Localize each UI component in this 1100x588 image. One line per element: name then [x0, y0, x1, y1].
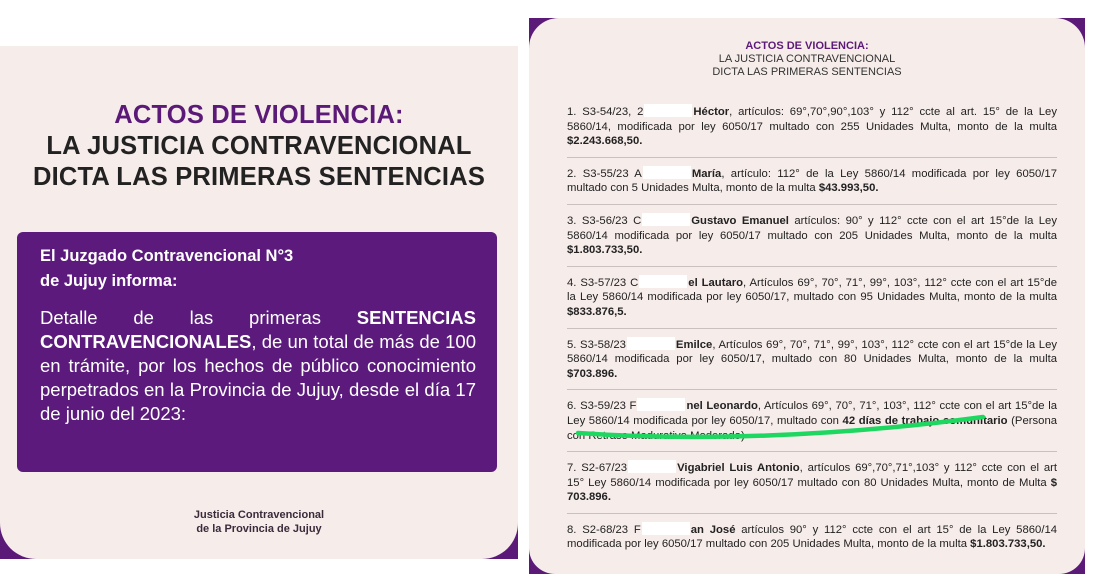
right-title-line1: ACTOS DE VIOLENCIA:	[745, 40, 869, 52]
box-head-line2: de Jujuy informa:	[40, 272, 178, 290]
redaction-block	[642, 213, 690, 226]
entry-amount: $1.803.733,50.	[567, 244, 643, 257]
footer-line2: de la Provincia de Jujuy	[196, 523, 322, 535]
entry-text: , artículo: 112° de la Ley 5860/14 modificada por ley 6050/17 multado con 5 Unidades Multa, monto de la multa	[567, 167, 1057, 195]
entry-name: nel Leonardo	[686, 400, 758, 413]
body-bold: SENTENCIAS CONTRAVENCIONALES	[40, 307, 476, 352]
entry-file-number: S3-54/23, 2	[582, 106, 644, 118]
entry-file-number: S3-57/23 C	[580, 276, 639, 289]
entry-name: an José	[690, 523, 736, 536]
info-box-body	[40, 306, 476, 426]
entry-number: 7.	[567, 462, 577, 475]
left-post-frame	[0, 46, 518, 559]
sentence-entry	[567, 104, 1057, 158]
entry-text: , Artículos 69°, 70°, 71°, 103°, 112° ccte con el art 15°de la Ley 5860/14 modificada por ley 6050/17, multado con	[567, 400, 1057, 427]
entry-amount: $833.876,5.	[567, 305, 627, 318]
entry-amount: $2.243.668,50.	[567, 135, 643, 148]
sentence-entry	[567, 337, 1057, 391]
redaction-block	[642, 522, 690, 535]
redaction-block	[637, 398, 685, 411]
entry-name: Gustavo Emanuel	[691, 214, 789, 227]
redaction-block	[644, 104, 692, 117]
entry-number: 5.	[567, 338, 577, 351]
entry-name: Héctor	[693, 106, 730, 118]
entry-text: , artículos: 69°,70°,90°,103° y 112° ccte al art. 15° de la Ley 5860/14, modificada por ley 6050/17 multado con 255 Unidades Multa, monto de la multa	[567, 106, 1057, 133]
sentence-entry	[567, 213, 1057, 267]
redaction-block	[628, 460, 676, 473]
redaction-block	[643, 166, 691, 179]
right-title	[529, 40, 1085, 79]
body-part1: Detalle de las primeras	[40, 307, 357, 328]
entry-file-number: S2-67/23	[581, 462, 628, 475]
entry-name: Emilce	[675, 338, 713, 351]
entry-note: (Persona con Retraso Madurativo Moderado)	[567, 414, 1058, 442]
entry-number: 8.	[567, 523, 577, 536]
entry-file-number: S3-59/23 F	[580, 400, 637, 413]
entry-amount: $43.993,50.	[818, 182, 879, 195]
entry-number: 4.	[567, 276, 577, 289]
info-box	[17, 232, 497, 472]
entry-number: 3.	[567, 214, 577, 227]
entry-text: , Artículos 69°, 70°, 71°, 99°, 103°, 112° ccte con el art 15°de la Ley 5860/14 modificada por ley 6050/17, multado con 80 Unidades Multa, monto de la multa	[567, 338, 1057, 366]
entry-text: , artículos 69°,70°,71°,103° y 112° ccte con el art 15° Ley 5860/14 modificada por ley 6050/17 multado con 80 Unidades Multa, monto de Multa	[567, 462, 1058, 489]
entry-amount: $703.896.	[567, 367, 618, 380]
entry-text: artículos: 90° y 112° ccte con el art 15°de la Ley 5860/14 modificada por ley 6050/17 multado con 205 Unidades Multa, monto de la multa	[567, 214, 1057, 242]
right-post-card	[529, 18, 1085, 574]
body-part2: , de un total de más de 100 en trámite, por los hechos de público conocimiento perpetrados en la Provincia de Jujuy, desde el día 17 de junio del 2023:	[40, 331, 476, 424]
entry-name: María	[691, 167, 722, 180]
entry-text: artículos 90° y 112° ccte con el art 15° de la Ley 5860/14 modificada por ley 6050/17 multado con 205 Unidades Multa, monto de la multa	[567, 523, 1058, 551]
left-title-line3: DICTA LAS PRIMERAS SENTENCIAS	[32, 163, 486, 191]
left-title-line2: LA JUSTICIA CONTRAVENCIONAL	[46, 132, 472, 160]
entry-number: 2.	[567, 167, 577, 180]
sentence-entry	[567, 398, 1057, 452]
sentence-entry	[567, 522, 1057, 560]
box-head-line1: El Juzgado Contravencional N°3	[40, 247, 294, 265]
entry-name: Vigabriel Luis Antonio	[677, 462, 800, 475]
right-post-frame	[529, 18, 1085, 574]
entry-number: 6.	[567, 400, 577, 413]
entry-file-number: S2-68/23 F	[582, 523, 641, 536]
right-title-line3: DICTA LAS PRIMERAS SENTENCIAS	[712, 66, 902, 78]
redaction-block	[639, 275, 687, 288]
entry-text: , Artículos 69°, 70°, 71°, 99°, 103°, 112° ccte con el art 15°de la Ley 5860/14 modificada por ley 6050/17, multado con 95 Unidades Multa, monto de la multa	[567, 276, 1057, 304]
redaction-block	[627, 337, 675, 350]
entry-number: 1.	[567, 106, 577, 118]
sentence-entry	[567, 275, 1057, 329]
left-title-line1: ACTOS DE VIOLENCIA:	[114, 101, 404, 129]
info-box-heading	[40, 244, 480, 294]
entry-amount: $1.803.733,50.	[970, 538, 1046, 551]
left-title	[0, 100, 518, 193]
entry-file-number: S3-58/23	[580, 338, 626, 351]
entry-file-number: S3-56/23 C	[581, 214, 642, 227]
entry-file-number: S3-55/23 A	[582, 167, 642, 180]
sentence-entry	[567, 166, 1057, 205]
entry-amount: 42 días de trabajo comunitario	[842, 414, 1008, 427]
entry-name: el Lautaro	[688, 276, 744, 289]
sentences-list	[567, 104, 1057, 568]
right-title-line2: LA JUSTICIA CONTRAVENCIONAL	[718, 53, 896, 65]
left-footer	[0, 508, 518, 536]
footer-line1: Justicia Contravencional	[193, 509, 325, 521]
left-post-card	[0, 46, 518, 559]
entry-amount: $ 703.896.	[567, 476, 1057, 504]
sentence-entry	[567, 460, 1057, 514]
